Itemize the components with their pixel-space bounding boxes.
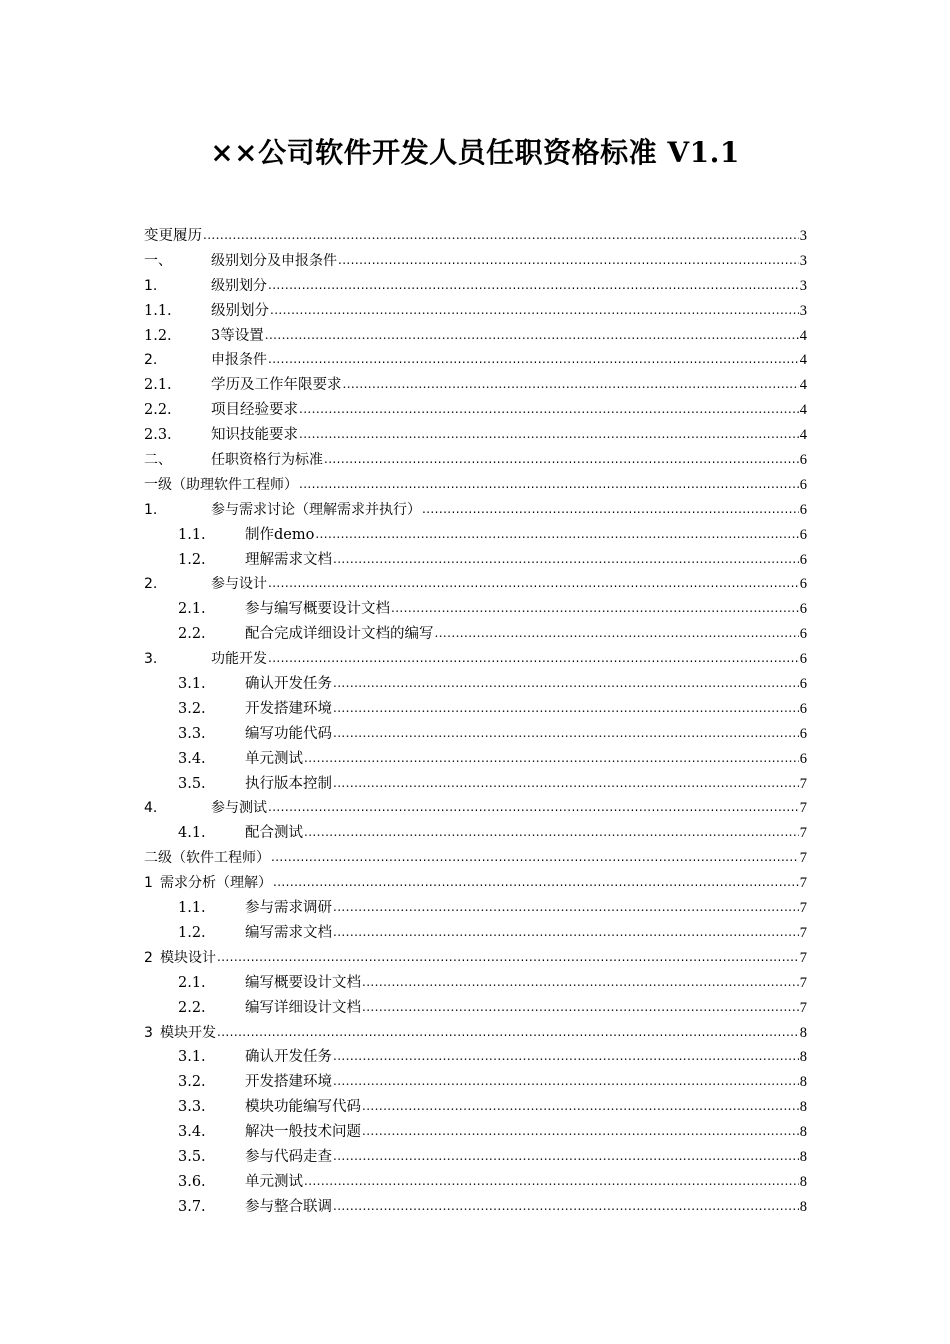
toc-entry-number: 3.5. (178, 775, 206, 792)
toc-entry[interactable] (144, 921, 807, 946)
toc-entry-number: 1.2. (144, 327, 172, 344)
toc-entry[interactable] (144, 448, 807, 473)
toc-dot-leader (268, 795, 799, 820)
toc-dot-leader (268, 571, 799, 596)
toc-entry-page: 4 (799, 402, 807, 419)
toc-entry-page: 7 (799, 875, 807, 892)
toc-entry[interactable] (144, 597, 807, 622)
toc-entry-page: 8 (799, 1024, 807, 1041)
toc-entry-page: 6 (799, 551, 807, 568)
toc-entry-number: 1.1. (178, 900, 206, 917)
toc-entry-number: 3.5. (178, 1148, 206, 1165)
toc-dot-leader (435, 621, 799, 646)
toc-dot-leader (362, 1119, 799, 1144)
toc-entry[interactable] (144, 1195, 807, 1220)
toc-entry-label: 知识技能要求 (211, 427, 298, 444)
toc-entry-page: 7 (799, 924, 807, 941)
toc-dot-leader (333, 671, 799, 696)
toc-dot-leader (268, 273, 799, 298)
toc-entry-label: 配合完成详细设计文档的编写 (245, 626, 434, 643)
toc-entry-number: 3. (144, 651, 158, 668)
toc-entry-page: 4 (799, 427, 807, 444)
toc-dot-leader (268, 347, 799, 372)
toc-entry-number: 1 (144, 875, 153, 892)
toc-dot-leader (343, 372, 799, 397)
toc-entry[interactable] (144, 796, 807, 821)
toc-entry-label: 配合测试 (245, 825, 303, 842)
toc-entry-label: 模块开发 (160, 1024, 216, 1041)
toc-entry-number: 2 (144, 949, 153, 966)
toc-dot-leader (217, 945, 799, 970)
toc-entry[interactable] (144, 1120, 807, 1145)
toc-dot-leader (338, 248, 799, 273)
toc-dot-leader (333, 547, 799, 572)
toc-dot-leader (299, 472, 799, 497)
toc-entry[interactable] (144, 1095, 807, 1120)
toc-dot-leader (422, 497, 799, 522)
toc-entry[interactable] (144, 398, 807, 423)
toc-entry-number: 1.1. (178, 526, 206, 543)
toc-entry-page: 7 (799, 825, 807, 842)
toc-entry[interactable] (144, 697, 807, 722)
toc-entry-label: 确认开发任务 (245, 676, 332, 693)
toc-entry-page: 7 (799, 800, 807, 817)
toc-dot-leader (333, 1194, 799, 1219)
toc-entry[interactable] (144, 622, 807, 647)
toc-entry-page: 6 (799, 651, 807, 668)
toc-entry-number: 3 (144, 1024, 153, 1041)
toc-entry-label: 参与需求调研 (245, 900, 332, 917)
toc-entry-page: 6 (799, 700, 807, 717)
toc-entry[interactable] (144, 722, 807, 747)
toc-entry[interactable] (144, 1045, 807, 1070)
toc-entry[interactable] (144, 871, 807, 896)
toc-entry-label: 学历及工作年限要求 (211, 377, 342, 394)
toc-dot-leader (270, 298, 799, 323)
toc-dot-leader (333, 696, 799, 721)
toc-entry-number: 1.1. (144, 302, 172, 319)
toc-entry-label: 3等设置 (211, 327, 264, 344)
toc-entry-label: 解决一般技术问题 (245, 1124, 361, 1141)
document-title: ××公司软件开发人员任职资格标准 V1.1 (210, 136, 740, 169)
toc-dot-leader (217, 1020, 799, 1045)
toc-entry[interactable] (144, 299, 807, 324)
toc-entry-label: 执行版本控制 (245, 775, 332, 792)
toc-dot-leader (333, 771, 799, 796)
toc-entry-label: 二级（软件工程师） (144, 850, 270, 867)
toc-entry-label: 功能开发 (211, 651, 267, 668)
toc-entry-number: 3.7. (178, 1198, 206, 1215)
toc-entry-label: 开发搭建环境 (245, 700, 332, 717)
toc-entry-page: 8 (799, 1074, 807, 1091)
toc-entry-label: 理解需求文档 (245, 551, 332, 568)
toc-entry[interactable] (144, 572, 807, 597)
toc-entry[interactable] (144, 324, 807, 349)
toc-dot-leader (265, 323, 799, 348)
toc-entry[interactable] (144, 373, 807, 398)
toc-dot-leader (333, 721, 799, 746)
toc-entry-page: 8 (799, 1148, 807, 1165)
toc-entry[interactable] (144, 672, 807, 697)
toc-entry-label: 编写详细设计文档 (245, 999, 361, 1016)
toc-entry-page: 4 (799, 327, 807, 344)
toc-dot-leader (271, 845, 799, 870)
toc-entry-number: 2.2. (178, 626, 206, 643)
toc-entry[interactable] (144, 1070, 807, 1095)
toc-entry-label: 任职资格行为标准 (211, 452, 323, 469)
toc-entry-page: 6 (799, 626, 807, 643)
toc-entry-number: 2.2. (144, 402, 172, 419)
toc-entry[interactable] (144, 896, 807, 921)
toc-entry-page: 7 (799, 999, 807, 1016)
toc-entry-label: 编写功能代码 (245, 725, 332, 742)
toc-entry-page: 8 (799, 1198, 807, 1215)
toc-entry-number: 2.1. (178, 974, 206, 991)
toc-entry-number: 1.2. (178, 551, 206, 568)
toc-entry-page: 6 (799, 725, 807, 742)
toc-entry-label: 级别划分 (211, 277, 267, 294)
toc-entry-page: 6 (799, 676, 807, 693)
toc-entry[interactable] (144, 224, 807, 249)
toc-dot-leader (333, 895, 799, 920)
toc-dot-leader (203, 223, 799, 248)
toc-entry-label: 参与设计 (211, 576, 267, 593)
toc-dot-leader (304, 746, 799, 771)
toc-dot-leader (304, 820, 799, 845)
toc-entry-label: 制作demo (245, 526, 315, 543)
table-of-contents (144, 224, 807, 1220)
toc-dot-leader (333, 1044, 799, 1069)
toc-entry[interactable] (144, 647, 807, 672)
toc-entry[interactable] (144, 548, 807, 573)
toc-entry[interactable] (144, 473, 807, 498)
toc-entry-number: 3.6. (178, 1173, 206, 1190)
toc-entry[interactable] (144, 1021, 807, 1046)
toc-entry-page: 6 (799, 476, 807, 493)
toc-entry-label: 开发搭建环境 (245, 1074, 332, 1091)
toc-entry-label: 需求分析（理解） (160, 875, 272, 892)
toc-entry[interactable] (144, 747, 807, 772)
toc-entry-label: 参与代码走查 (245, 1148, 332, 1165)
toc-entry-page: 8 (799, 1124, 807, 1141)
toc-entry[interactable] (144, 996, 807, 1021)
toc-entry-number: 3.4. (178, 750, 206, 767)
toc-entry-number: 2.1. (178, 601, 206, 618)
toc-entry-label: 确认开发任务 (245, 1049, 332, 1066)
toc-dot-leader (324, 447, 799, 472)
toc-dot-leader (391, 596, 799, 621)
toc-entry-number: 4. (144, 800, 158, 817)
toc-entry-label: 参与编写概要设计文档 (245, 601, 390, 618)
toc-entry-number: 3.3. (178, 725, 206, 742)
toc-entry-label: 一级（助理软件工程师） (144, 476, 298, 493)
toc-entry-label: 申报条件 (211, 352, 267, 369)
toc-entry[interactable] (144, 249, 807, 274)
toc-dot-leader (315, 522, 798, 547)
toc-entry-page: 7 (799, 900, 807, 917)
toc-entry[interactable] (144, 1145, 807, 1170)
toc-entry-page: 7 (799, 974, 807, 991)
toc-dot-leader (362, 1094, 799, 1119)
toc-entry-label: 参与测试 (211, 800, 267, 817)
toc-entry-page: 4 (799, 377, 807, 394)
toc-dot-leader (333, 1069, 799, 1094)
toc-entry[interactable] (144, 523, 807, 548)
toc-entry[interactable] (144, 274, 807, 299)
toc-entry-page: 6 (799, 501, 807, 518)
toc-entry-number: 3.1. (178, 676, 206, 693)
toc-entry-label: 变更履历 (144, 228, 202, 244)
toc-entry-number: 一、 (144, 252, 172, 269)
toc-entry[interactable] (144, 772, 807, 797)
toc-entry-number: 3.1. (178, 1049, 206, 1066)
toc-entry-number: 2.1. (144, 377, 172, 394)
toc-entry-label: 模块设计 (160, 949, 216, 966)
toc-entry-page: 8 (799, 1049, 807, 1066)
toc-dot-leader (333, 920, 799, 945)
toc-entry-number: 2. (144, 576, 158, 593)
toc-entry-page: 4 (799, 352, 807, 369)
toc-entry-number: 2.2. (178, 999, 206, 1016)
toc-entry-number: 3.2. (178, 700, 206, 717)
toc-entry[interactable] (144, 498, 807, 523)
toc-entry-page: 6 (799, 601, 807, 618)
toc-dot-leader (362, 995, 799, 1020)
toc-entry-label: 单元测试 (245, 750, 303, 767)
toc-dot-leader (268, 646, 799, 671)
toc-entry-label: 参与整合联调 (245, 1198, 332, 1215)
toc-entry-page: 8 (799, 1099, 807, 1116)
toc-entry[interactable] (144, 971, 807, 996)
toc-entry-number: 1.2. (178, 924, 206, 941)
toc-entry-label: 级别划分及申报条件 (211, 252, 337, 269)
toc-entry-page: 3 (799, 252, 807, 269)
toc-entry-page: 3 (799, 302, 807, 319)
toc-dot-leader (273, 870, 799, 895)
toc-entry-page: 3 (799, 228, 807, 244)
toc-dot-leader (299, 397, 799, 422)
toc-entry[interactable] (144, 846, 807, 871)
toc-entry[interactable] (144, 348, 807, 373)
toc-dot-leader (304, 1169, 799, 1194)
toc-entry-page: 8 (799, 1173, 807, 1190)
toc-entry-number: 3.4. (178, 1124, 206, 1141)
toc-entry-page: 6 (799, 526, 807, 543)
toc-entry-number: 3.3. (178, 1099, 206, 1116)
toc-entry-label: 编写需求文档 (245, 924, 332, 941)
toc-entry[interactable] (144, 423, 807, 448)
toc-dot-leader (333, 1144, 799, 1169)
toc-entry-number: 2. (144, 352, 158, 369)
toc-entry-label: 项目经验要求 (211, 402, 298, 419)
toc-entry[interactable] (144, 946, 807, 971)
toc-entry-number: 2.3. (144, 427, 172, 444)
toc-entry-number: 3.2. (178, 1074, 206, 1091)
toc-entry[interactable] (144, 1170, 807, 1195)
toc-entry-number: 1. (144, 501, 158, 518)
toc-entry-label: 级别划分 (211, 302, 269, 319)
toc-entry-label: 参与需求讨论（理解需求并执行） (211, 501, 421, 518)
toc-entry-number: 1. (144, 277, 158, 294)
toc-entry-page: 6 (799, 750, 807, 767)
toc-entry[interactable] (144, 821, 807, 846)
toc-entry-page: 7 (799, 850, 807, 867)
toc-entry-number: 4.1. (178, 825, 206, 842)
toc-entry-number: 二、 (144, 452, 172, 469)
toc-entry-label: 单元测试 (245, 1173, 303, 1190)
toc-entry-page: 7 (799, 949, 807, 966)
toc-entry-page: 6 (799, 576, 807, 593)
toc-dot-leader (362, 970, 799, 995)
toc-entry-page: 6 (799, 452, 807, 469)
toc-entry-page: 3 (799, 277, 807, 294)
toc-entry-label: 编写概要设计文档 (245, 974, 361, 991)
toc-dot-leader (299, 422, 799, 447)
toc-entry-label: 模块功能编写代码 (245, 1099, 361, 1116)
toc-entry-page: 7 (799, 775, 807, 792)
